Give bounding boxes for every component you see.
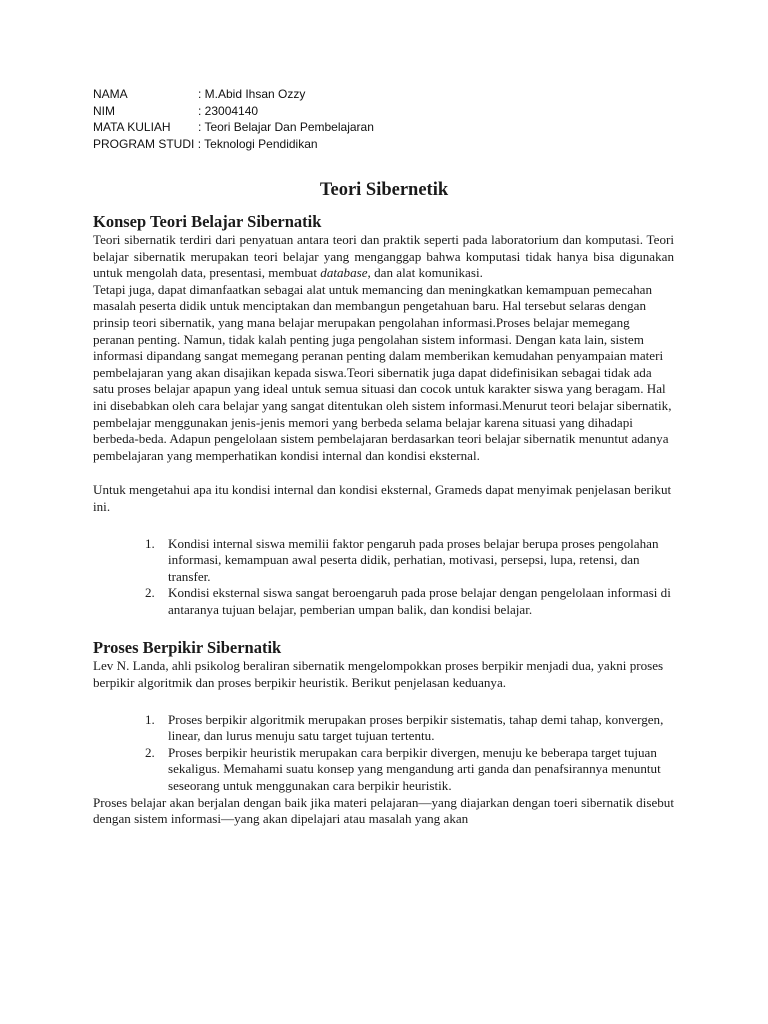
section-heading-proses: Proses Berpikir Sibernatik (93, 638, 282, 658)
list-text: Kondisi internal siswa memilii faktor pengaruh pada proses belajar berupa proses pengolahan informasi, kemampuan awal peserta didik, perhatian, motivasi, persepsi, lupa, retensi, dan transfer. (168, 535, 659, 584)
info-value: : 23004140 (198, 103, 259, 118)
list-item (93, 585, 674, 618)
italic-term: database, (320, 265, 371, 281)
paragraph-text: dan alat komunikasi. (374, 265, 483, 281)
list-number: 1. (145, 711, 155, 727)
info-label: NIM (93, 103, 115, 118)
document-title: Teori Sibernetik (319, 180, 449, 200)
list-text: Proses berpikir heuristik merupakan cara berpikir divergen, menuju ke beberapa target tujuan sekaligus. Memahami suatu konsep yang mengandung arti ganda dan penafsirannya menuntut seseorang untuk menggunakan cara berpikir heuristik. (168, 744, 661, 794)
info-row-program-studi (93, 136, 374, 153)
paragraph: Untuk mengetahui apa itu kondisi internal dan kondisi eksternal, Grameds dapat menyimak penjelasan berikut ini. (93, 482, 672, 514)
section-heading-konsep: Konsep Teori Belajar Sibernatik (93, 212, 322, 231)
list-item (93, 745, 674, 795)
info-label: MATA KULIAH (93, 120, 171, 134)
student-info (93, 86, 374, 152)
info-label: NAMA (93, 87, 128, 101)
list-item (93, 536, 674, 586)
numbered-list-kondisi (93, 536, 674, 619)
paragraph-text: Teori sibernatik terdiri dari penyatuan antara teori dan praktik seperti pada laboratorium dan komputasi. Teori belajar sibernatik merupakan teori belajar yang menganggap bahwa komputasi tidak hanya bisa digunakan untuk mengolah data, presentasi, membuat (93, 232, 674, 281)
list-number: 2. (145, 744, 155, 760)
document-body (93, 212, 674, 828)
paragraph (93, 232, 674, 282)
list-number: 1. (145, 535, 155, 551)
info-value: : M.Abid Ihsan Ozzy (198, 87, 306, 101)
list-item (93, 712, 674, 745)
info-value: : Teori Belajar Dan Pembelajaran (198, 120, 374, 134)
info-row-nama (93, 86, 374, 103)
info-value: : Teknologi Pendidikan (197, 136, 318, 151)
info-row-mata-kuliah (93, 119, 374, 136)
info-row-nim (93, 103, 374, 120)
list-text: Kondisi eksternal siswa sangat beroengaruh pada prose belajar dengan pengelolaan informasi di antaranya tujuan belajar, pemberian umpan balik, dan kondisi belajar. (168, 585, 671, 617)
list-text: Proses berpikir algoritmik merupakan proses berpikir sistematis, tahap demi tahap, konvergen, linear, dan lurus menuju satu target tujuan tertentu. (168, 711, 664, 744)
list-number: 2. (145, 585, 155, 601)
info-label: PROGRAM STUDI (93, 136, 195, 151)
paragraph: Lev N. Landa, ahli psikolog beraliran sibernatik mengelompokkan proses berpikir menjadi dua, yakni proses berpikir algoritmik dan proses berpikir heuristik. Berikut penjelasan keduanya. (93, 658, 664, 691)
paragraph: Tetapi juga, dapat dimanfaatkan sebagai alat untuk memancing dan meningkatkan kemampuan pemecahan masalah peserta didik untuk menciptakan dan membangun pengetahuan baru. Hal tersebut selaras dengan prinsip teori sibernatik, yang mana belajar merupakan pengolahan informasi.Proses belajar memegang peranan penting. Namun, tidak kalah penting juga pengolahan sistem informasi. Dengan kata lain, sistem informasi dipandang sangat memegang peranan penting dalam memberikan kemudahan penyampaian materi pembelajaran yang akan disajikan kepada siswa.Teori sibernatik juga dapat didefinisikan sebagai tidak ada satu proses belajar apapun yang ideal untuk semua situasi dan cocok untuk karakter siswa yang beragam. Hal ini disebabkan oleh cara belajar yang sangat ditentukan oleh sistem informasi.Menurut teori belajar sibernatik, pembelajar menggunakan jenis-jenis memori yang berbeda selama belajar karena situasi yang dihadapi berbeda-beda. Adapun pengelolaan sistem pembelajaran berdasarkan teori belajar sibernatik menuntut adanya pembelajaran yang memperhatikan kondisi internal dan kondisi eksternal. (93, 281, 672, 463)
paragraph: Proses belajar akan berjalan dengan baik jika materi pelajaran—yang diajarkan dengan toeri sibernatik disebut dengan sistem informasi—yang akan dipelajari atau masalah yang akan (93, 794, 674, 827)
numbered-list-proses (93, 712, 674, 795)
